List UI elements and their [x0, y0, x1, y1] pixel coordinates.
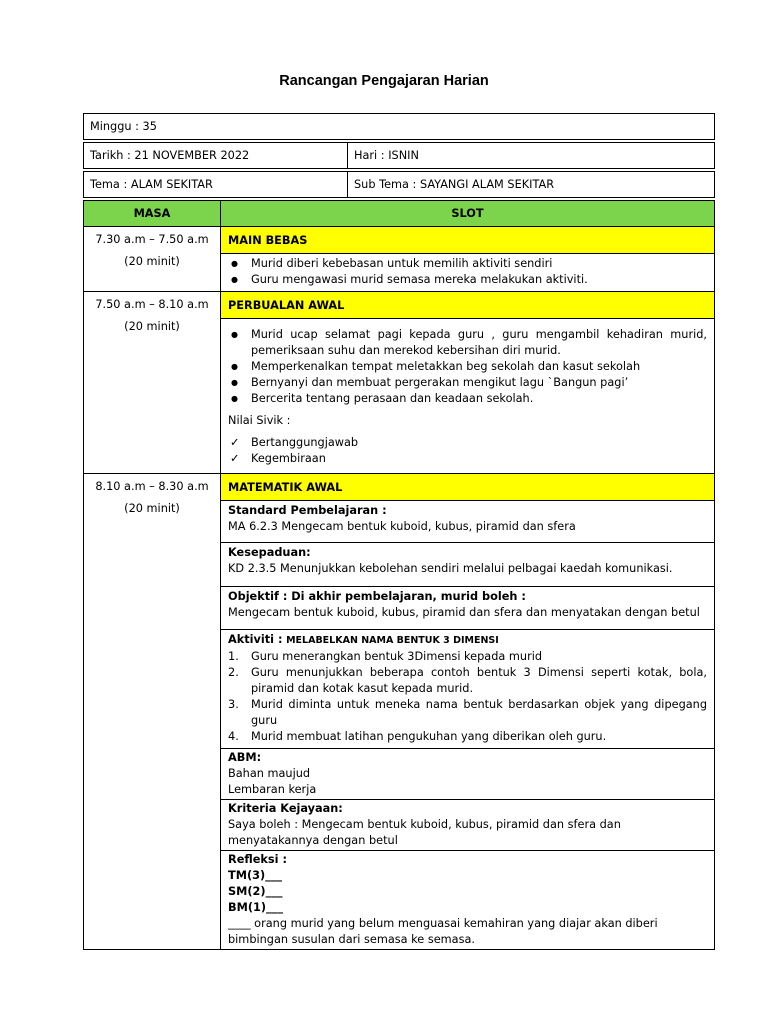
- slot-time-cell: [84, 474, 221, 949]
- schedule-table: [83, 200, 715, 950]
- slot-duration: (20 minit): [124, 255, 180, 268]
- activity-title: MELABELKAN NAMA BENTUK 3 DIMENSI: [286, 635, 499, 646]
- learning-standard-text: MA 6.2.3 Mengecam bentuk kuboid, kubus, piramid dan sfera: [228, 520, 576, 533]
- activity-step: Murid membuat latihan pengukuhan yang diberikan oleh guru.: [251, 730, 607, 743]
- slot-activities: [221, 319, 714, 473]
- integration-text: KD 2.3.5 Menunjukkan kebolehan sendiri melalui pelbagai kaedah komunikasi.: [228, 562, 673, 575]
- civic-value-item: ✓ Bertanggungjawab: [228, 435, 707, 451]
- slot-activities: [221, 254, 714, 291]
- slot-content: [221, 227, 714, 292]
- success-criteria-text: Saya boleh : Mengecam bentuk kuboid, kubus, piramid dan sfera dan menyatakannya dengan betul: [228, 818, 621, 847]
- objective-block: [221, 587, 714, 630]
- reflection-label: Refleksi :: [228, 853, 287, 866]
- slot-duration: (20 minit): [124, 320, 180, 333]
- list-item: ● Murid diberi kebebasan untuk memilih aktiviti sendiri: [228, 256, 707, 272]
- activity-step: Guru menunjukkan beberapa contoh bentuk 3 Dimensi seperti kotak, bola, piramid dan kotak kasut kepada murid.: [251, 666, 707, 695]
- list-item: ● Murid ucap selamat pagi kepada guru , guru mengambil kehadiran murid, pemeriksaan suhu dan merekod kebersihan diri murid.: [228, 327, 707, 359]
- activity-step: Murid diminta untuk meneka nama bentuk berdasarkan objek yang dipegang guru: [251, 698, 707, 727]
- date-cell: Tarikh : 21 NOVEMBER 2022: [84, 143, 348, 168]
- reflection-item: TM(3)___: [228, 869, 283, 882]
- list-item: ● Bernyanyi dan membuat pergerakan mengikut lagu `Bangun pagi’: [228, 375, 707, 391]
- slot-time: 8.10 a.m – 8.30 a.m: [95, 480, 209, 493]
- header-slot: SLOT: [221, 201, 714, 227]
- subtheme-cell: Sub Tema : SAYANGI ALAM SEKITAR: [354, 178, 555, 191]
- week-cell: Minggu : 35: [90, 120, 157, 133]
- activity-block: [221, 630, 714, 749]
- slot-time: 7.50 a.m – 8.10 a.m: [95, 298, 209, 311]
- integration-label: Kesepaduan:: [228, 546, 311, 559]
- slot-title: MATEMATIK AWAL: [221, 474, 714, 501]
- date-row: [83, 142, 715, 169]
- activity-label: Aktiviti :: [228, 633, 283, 646]
- week-row: [83, 113, 715, 140]
- materials-block: [221, 749, 714, 800]
- theme-row: [83, 171, 715, 198]
- lesson-plan-document: [83, 113, 715, 950]
- objective-text: Mengecam bentuk kuboid, kubus, piramid dan sfera dan menyatakan dengan betul: [228, 606, 700, 619]
- reflection-block: [221, 851, 714, 949]
- reflection-item: BM(1)___: [228, 901, 283, 914]
- day-cell: Hari : ISNIN: [354, 149, 419, 162]
- success-criteria-block: [221, 800, 714, 851]
- activity-step: Guru menerangkan bentuk 3Dimensi kepada murid: [251, 650, 543, 663]
- materials-label: ABM:: [228, 751, 262, 764]
- header-masa: MASA: [84, 201, 221, 227]
- list-item: ● Bercerita tentang perasaan dan keadaan sekolah.: [228, 391, 707, 407]
- materials-item: Lembaran kerja: [228, 783, 317, 796]
- slot-title: MAIN BEBAS: [221, 227, 714, 254]
- page-title: Rancangan Pengajaran Harian: [279, 73, 489, 89]
- slot-title: PERBUALAN AWAL: [221, 292, 714, 319]
- list-item: ● Guru mengawasi murid semasa mereka melakukan aktiviti.: [228, 272, 707, 288]
- slot-time-cell: [84, 292, 221, 474]
- slot-duration: (20 minit): [124, 502, 180, 515]
- learning-standard-label: Standard Pembelajaran :: [228, 504, 387, 517]
- materials-item: Bahan maujud: [228, 767, 311, 780]
- civic-value-item: ✓ Kegembiraan: [228, 451, 707, 467]
- civic-values-label: Nilai Sivik :: [228, 414, 291, 427]
- learning-standard-block: [221, 501, 714, 543]
- slot-time-cell: [84, 227, 221, 292]
- list-item: ● Memperkenalkan tempat meletakkan beg sekolah dan kasut sekolah: [228, 359, 707, 375]
- reflection-note: ____ orang murid yang belum menguasai kemahiran yang diajar akan diberi bimbingan susulan dari semasa ke semasa.: [228, 917, 658, 946]
- objective-label: Objektif : Di akhir pembelajaran, murid boleh :: [228, 590, 526, 603]
- theme-cell: Tema : ALAM SEKITAR: [84, 172, 348, 197]
- slot-content: [221, 292, 714, 474]
- integration-block: [221, 543, 714, 587]
- reflection-item: SM(2)___: [228, 885, 283, 898]
- slot-content: [221, 474, 714, 949]
- slot-time: 7.30 a.m – 7.50 a.m: [95, 233, 209, 246]
- success-criteria-label: Kriteria Kejayaan:: [228, 802, 343, 815]
